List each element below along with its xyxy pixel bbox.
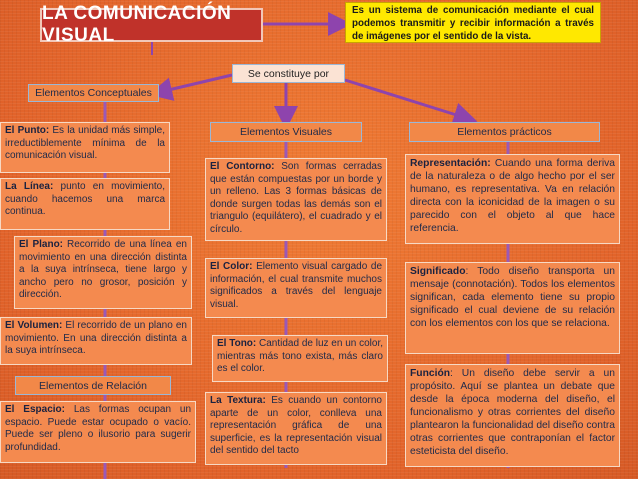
page-title: LA COMUNICACIÓN VISUAL xyxy=(40,8,263,42)
card-significado: Significado: Todo diseño transporta un mensaje (connotación). Todos los elementos significan, cada elemento tiene su propio significado el cual deviene de su relación con los elementos con los que se relaciona. xyxy=(405,262,620,354)
card-volumen: El Volumen: El recorrido de un plano en movimiento. En una dirección distinta a la suya intrínseca. xyxy=(0,317,192,365)
heading-visuales: Elementos Visuales xyxy=(210,122,362,142)
card-funcion: Función: Un diseño debe servir a un propósito. Aquí se plantea un debate que desde la época moderna del diseño, el funcionalismo y otras corrientes del diseño plantearon la funcionalidad del diseño contra otras corrientes que contraponían el factor esteticista del diseño. xyxy=(405,364,620,467)
card-espacio: El Espacio: Las formas ocupan un espacio. Puede estar ocupado o vacío. Puede ser pleno o ilusorio para sugerir profundidad. xyxy=(0,401,196,463)
card-contorno: El Contorno: Son formas cerradas que están compuestas por un borde y un relleno. Las 3 formas básicas de donde surgen todas las demás son el triangulo (equilátero), el cuadrado y el círculo. xyxy=(205,158,387,241)
heading-practicos: Elementos prácticos xyxy=(409,122,600,142)
label-to-practical-arrow xyxy=(345,80,466,118)
card-color: El Color: Elemento visual cargado de información, el cual transmite muchos significados a través del lenguaje visual. xyxy=(205,258,387,318)
heading-relacion: Elementos de Relación xyxy=(15,376,171,395)
card-punto: El Punto: Es la unidad más simple, irreductiblemente mínima de la comunicación visual. xyxy=(0,122,170,173)
definition-box: Es un sistema de comunicación mediante el cual podemos transmitir y recibir información a través de imágenes por el sentido de la vista. xyxy=(345,2,601,43)
card-representacion: Representación: Cuando una forma deriva de la naturaleza o de algo hecho por el ser humano, es representativa. Va en relación directa con la iconicidad de la imagen o su parecido con el objeto al que hace referencia. xyxy=(405,154,620,244)
connector-label: Se constituye por xyxy=(232,64,345,83)
heading-conceptuales: Elementos Conceptuales xyxy=(28,84,159,102)
card-textura: La Textura: Es cuando un contorno aparte de un color, conlleva una representación gráfica de una superficie, es la representación visual del sentido del tacto xyxy=(205,392,387,465)
card-linea: La Línea: punto en movimiento, cuando hacemos una marca continua. xyxy=(0,178,170,230)
label-to-conceptual-arrow xyxy=(160,75,232,92)
card-plano: El Plano: Recorrido de una línea en movimiento en una dirección distinta a la suya intrínseca, tiene largo y ancho pero no grosor, posición y dirección. xyxy=(14,236,192,309)
card-tono: El Tono: Cantidad de luz en un color, mientras más tono exista, más claro es el color. xyxy=(212,335,388,382)
